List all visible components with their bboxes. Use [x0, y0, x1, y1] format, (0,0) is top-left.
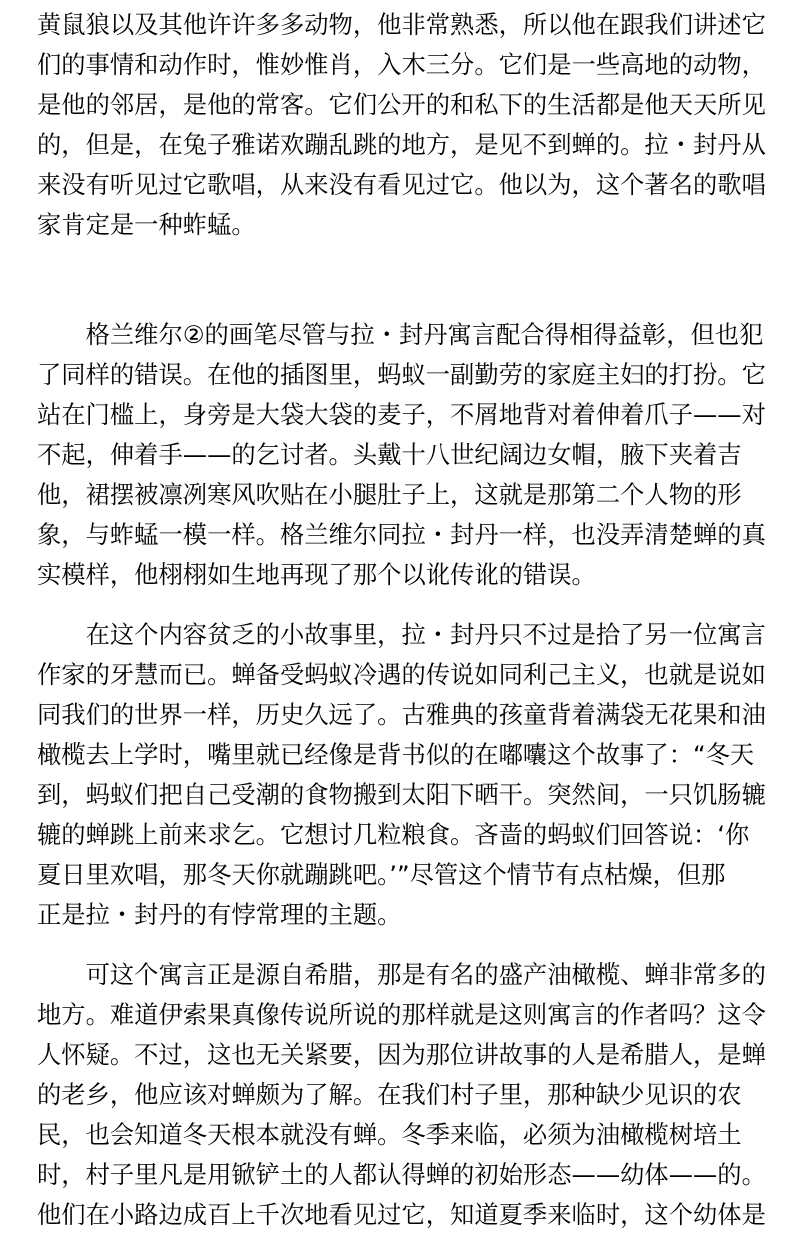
text-line: 格兰维尔②的画笔尽管与拉・封丹寓言配合得相得益彰，但也犯 — [37, 320, 764, 349]
paragraph-2 — [37, 315, 766, 595]
text-line: 可这个寓言正是源自希腊，那是有名的盛产油橄榄、蝉非常多的 — [37, 960, 766, 989]
text-line: 人怀疑。不过，这也无关紧要，因为那位讲故事的人是希腊人，是蝉 — [37, 1040, 766, 1069]
text-line: 辘的蝉跳上前来求乞。它想讨几粒粮食。吝啬的蚂蚁们回答说：‘你 — [37, 820, 750, 849]
text-line: 的，但是，在兔子雅诺欢蹦乱跳的地方，是见不到蝉的。拉・封丹从 — [37, 130, 766, 159]
text-line: 站在门槛上，身旁是大袋大袋的麦子，不屑地背对着伸着爪子——对 — [37, 400, 766, 429]
text-line: 实模样，他栩栩如生地再现了那个以讹传讹的错误。 — [37, 560, 596, 589]
text-line: 来没有听见过它歌唱，从来没有看见过它。他以为，这个著名的歌唱 — [37, 170, 766, 199]
text-line: 家肯定是一种蚱蜢。 — [37, 210, 256, 239]
text-line: 他，裙摆被凛冽寒风吹贴在小腿肚子上，这就是那第二个人物的形 — [37, 480, 742, 509]
paragraph-1 — [37, 5, 766, 245]
paragraph-4 — [37, 955, 766, 1235]
text-line: 象，与蚱蜢一模一样。格兰维尔同拉・封丹一样，也没弄清楚蝉的真 — [37, 520, 766, 549]
text-line: 们的事情和动作时，惟妙惟肖，入木三分。它们是一些高地的动物， — [37, 50, 766, 79]
paragraph-3 — [37, 615, 766, 935]
text-line: 民，也会知道冬天根本就没有蝉。冬季来临，必须为油橄榄树培土 — [37, 1120, 742, 1149]
text-line: 是他的邻居，是他的常客。它们公开的和私下的生活都是他天天所见 — [37, 90, 766, 119]
text-line: 的老乡，他应该对蝉颇为了解。在我们村子里，那种缺少见识的农 — [37, 1080, 742, 1109]
text-line: 不起，伸着手——的乞讨者。头戴十八世纪阔边女帽，腋下夹着吉 — [37, 440, 742, 469]
text-line: 黄鼠狼以及其他许许多多动物，他非常熟悉，所以他在跟我们讲述它 — [37, 10, 766, 39]
text-line: 到，蚂蚁们把自己受潮的食物搬到太阳下晒干。突然间，一只饥肠辘 — [37, 780, 766, 809]
text-line: 时，村子里凡是用锨铲土的人都认得蝉的初始形态——幼体——的。 — [37, 1160, 766, 1189]
text-line: 他们在小路边成百上千次地看见过它，知道夏季来临时，这个幼体是 — [37, 1200, 766, 1229]
text-line: 橄榄去上学时，嘴里就已经像是背书似的在嘟囔这个故事了：“冬天 — [37, 740, 755, 769]
text-line: 作家的牙慧而已。蝉备受蚂蚁冷遇的传说如同利己主义，也就是说如 — [37, 660, 766, 689]
text-line: 地方。难道伊索果真像传说所说的那样就是这则寓言的作者吗？这令 — [37, 1000, 766, 1029]
text-line: 夏日里欢唱，那冬天你就蹦跳吧。’”尽管这个情节有点枯燥，但那 — [37, 860, 726, 889]
text-line: 正是拉・封丹的有悖常理的主题。 — [37, 900, 402, 929]
text-line: 同我们的世界一样，历史久远了。古雅典的孩童背着满袋无花果和油 — [37, 700, 766, 729]
text-line: 在这个内容贫乏的小故事里，拉・封丹只不过是拾了另一位寓言 — [37, 620, 766, 649]
text-line: 了同样的错误。在他的插图里，蚂蚁一副勤劳的家庭主妇的打扮。它 — [37, 360, 766, 389]
